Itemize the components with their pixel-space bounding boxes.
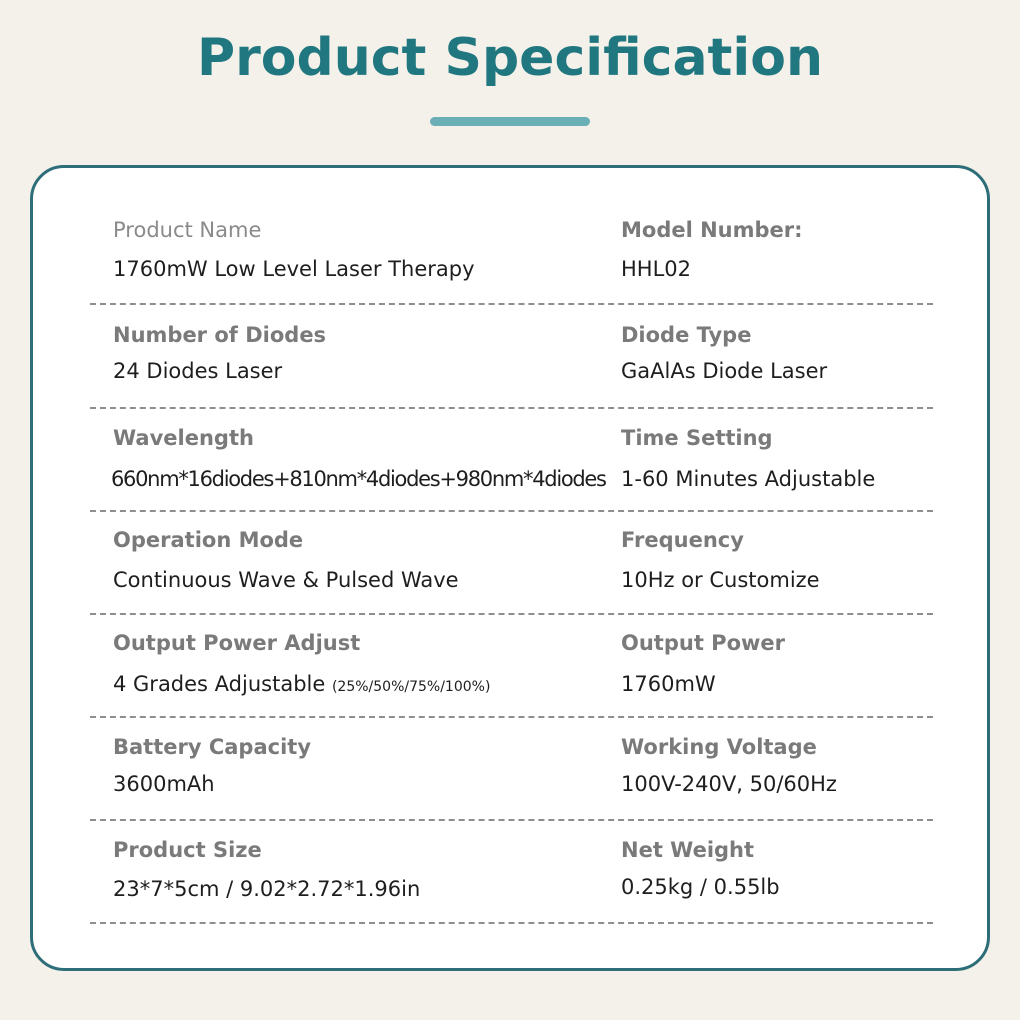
spec-value: 100V-240V, 50/60Hz <box>621 772 837 796</box>
spec-value: 1760mW Low Level Laser Therapy <box>113 257 475 281</box>
spec-label: Output Power Adjust <box>113 631 361 655</box>
spec-label: Wavelength <box>113 426 254 450</box>
spec-label: Frequency <box>621 528 744 552</box>
spec-value-note: (25%/50%/75%/100%) <box>331 679 491 695</box>
spec-value: 0.25kg / 0.55lb <box>621 875 780 899</box>
spec-value: 1-60 Minutes Adjustable <box>621 467 876 491</box>
spec-row-output-power <box>90 613 933 718</box>
spec-value: 10Hz or Customize <box>621 568 820 592</box>
spec-label: Net Weight <box>621 838 755 862</box>
spec-value-group <box>113 672 490 696</box>
spec-label: Model Number: <box>621 218 803 242</box>
spec-row-size-weight <box>90 819 933 924</box>
spec-value: GaAlAs Diode Laser <box>621 359 828 383</box>
spec-label: Battery Capacity <box>113 735 312 759</box>
page-title: Product Specification <box>197 28 823 88</box>
spec-row-battery <box>90 716 933 821</box>
spec-label: Operation Mode <box>113 528 304 552</box>
spec-label: Number of Diodes <box>113 323 327 347</box>
spec-row-operation-mode <box>90 510 933 615</box>
spec-label: Working Voltage <box>621 735 817 759</box>
title-underline <box>430 117 590 126</box>
spec-value: Continuous Wave & Pulsed Wave <box>113 568 459 592</box>
spec-value: 24 Diodes Laser <box>113 359 283 383</box>
spec-label: Product Name <box>113 218 262 242</box>
spec-value: 1760mW <box>621 672 716 696</box>
spec-value: HHL02 <box>621 257 692 281</box>
spec-label: Product Size <box>113 838 262 862</box>
spec-value: 23*7*5cm / 9.02*2.72*1.96in <box>113 877 421 901</box>
spec-value: 4 Grades Adjustable <box>113 672 326 696</box>
spec-value: 3600mAh <box>113 772 215 796</box>
spec-label: Time Setting <box>621 426 773 450</box>
spec-row-diodes <box>90 304 933 409</box>
spec-row-product-name <box>90 200 933 305</box>
spec-value: 660nm*16diodes+810nm*4diodes+980nm*4diodes <box>111 467 606 491</box>
spec-row-wavelength <box>90 407 933 512</box>
spec-card <box>30 165 990 971</box>
spec-label: Diode Type <box>621 323 752 347</box>
spec-label: Output Power <box>621 631 785 655</box>
